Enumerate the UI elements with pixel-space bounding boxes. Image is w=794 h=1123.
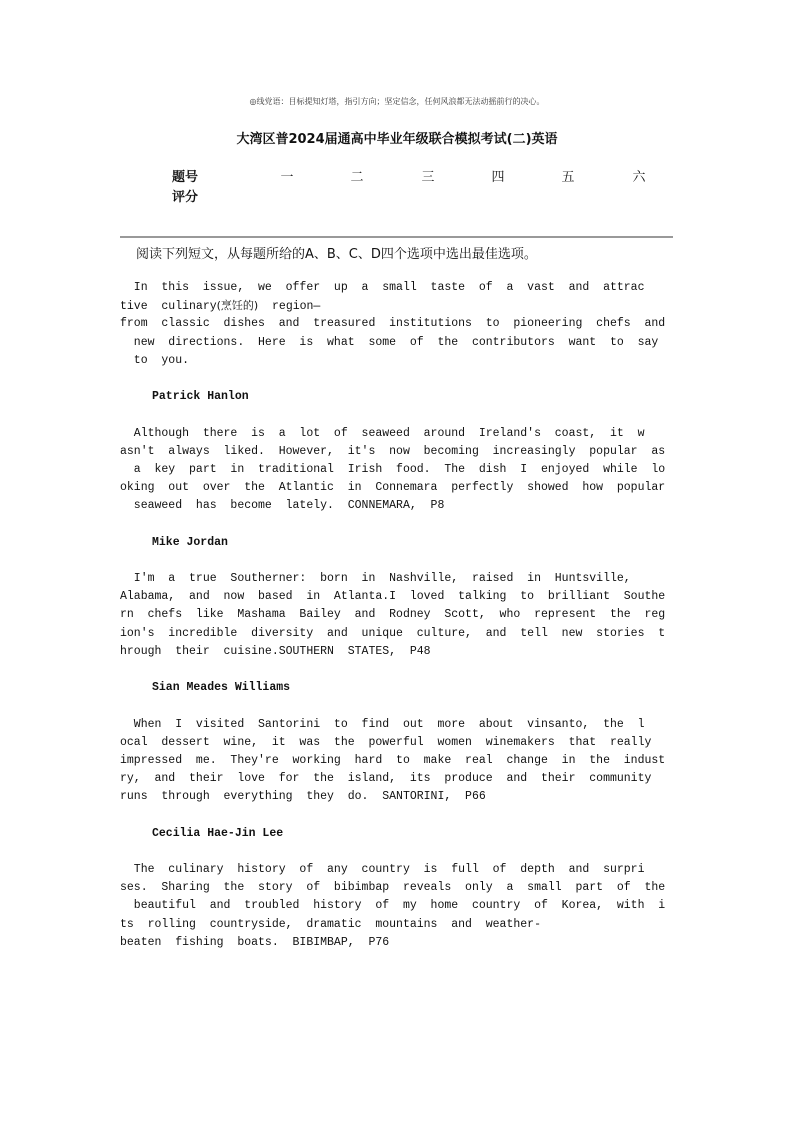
spacer	[120, 552, 674, 570]
paragraph-line: ts rolling countryside, dramatic mountains and weather-	[120, 917, 541, 931]
intro-line-part: tive culinary	[120, 300, 217, 314]
spacer	[120, 697, 674, 715]
intro-line: to you.	[120, 353, 190, 367]
paragraph-line: ry, and their love for the island, its produce and their community	[120, 772, 652, 786]
intro-line-part: region—	[258, 300, 321, 314]
paragraph-line: beautiful and troubled history of my home country of Korea, with i	[120, 899, 666, 913]
paragraph-line: ion's incredible diversity and unique culture, and tell new stories t	[120, 626, 666, 640]
intro-paragraph	[120, 279, 674, 370]
spacer	[120, 806, 674, 824]
spacer	[120, 843, 674, 861]
contributor-mike-jordan	[120, 534, 674, 661]
paragraph-line: When I visited Santorini to find out more about vinsanto, the l	[120, 717, 645, 731]
intro-line: from classic dishes and treasured institutions to pioneering chefs and	[120, 317, 666, 331]
contributor-cecilia-hae-jin-lee	[120, 825, 674, 952]
paragraph-line: oking out over the Atlantic in Connemara perfectly showed how popular	[120, 481, 666, 495]
reading-instruction: 阅读下列短文，从每题所给的A、B、C、D四个选项中选出最佳选项。	[136, 247, 537, 262]
contributor-name: Sian Meades Williams	[152, 681, 291, 695]
paragraph-line: a key part in traditional Irish food. The dish I enjoyed while lo	[120, 462, 666, 476]
spacer	[120, 515, 674, 533]
score-table-score-row	[172, 186, 672, 206]
paragraph-line: ocal dessert wine, it was the powerful women winemakers that really	[120, 735, 652, 749]
paragraph-line: Alabama, and now based in Atlanta.I loved talking to brilliant Southe	[120, 590, 666, 604]
paragraph-line: seaweed has become lately. CONNEMARA, P8	[120, 499, 445, 513]
paragraph-line: runs through everything they do. SANTORINI, P66	[120, 790, 486, 804]
column-1: 一	[280, 170, 294, 185]
contributor-sian-meades-williams	[120, 679, 674, 806]
paragraph-line: impressed me. They're working hard to make real change in the indust	[120, 753, 666, 767]
spacer	[120, 406, 674, 424]
paragraph-line: I'm a true Southerner: born in Nashville, raised in Huntsville,	[120, 572, 631, 585]
contributor-patrick-hanlon	[120, 388, 674, 515]
score-table	[172, 166, 672, 206]
paragraph-line: hrough their cuisine.SOUTHERN STATES, P48	[120, 644, 431, 658]
column-6: 六	[632, 170, 646, 185]
contributor-name: Patrick Hanlon	[152, 390, 249, 404]
paragraph-line: Although there is a lot of seaweed around Ireland's coast, it w	[120, 426, 645, 440]
column-2: 二	[350, 170, 364, 185]
paragraph-line: ses. Sharing the story of bibimbap reveals only a small part of the	[120, 881, 666, 895]
score-table-header-row	[172, 166, 672, 186]
paragraph-line: rn chefs like Mashama Bailey and Rodney Scott, who represent the reg	[120, 608, 666, 622]
column-3: 三	[421, 170, 435, 185]
intro-line	[120, 297, 674, 315]
paragraph-line: The culinary history of any country is full of depth and surpri	[120, 863, 645, 876]
paragraph-line: asn't always liked. However, it's now becoming increasingly popular as	[120, 444, 666, 458]
intro-line: new directions. Here is what some of the contributors want to say	[120, 335, 659, 349]
reading-passage	[120, 279, 674, 952]
culinary-gloss: (烹饪的)	[216, 299, 259, 313]
contributor-name: Cecilia Hae-Jin Lee	[152, 826, 284, 840]
question-number-label: 题号	[172, 170, 199, 185]
header-motto: ◎线党语：目标提知灯塔，指引方向；坚定信念，任何风浪都无法动摇前行的决心。	[249, 97, 545, 106]
spacer	[120, 661, 674, 679]
intro-line: In this issue, we offer up a small taste of a vast and attrac	[120, 281, 645, 294]
section-divider	[120, 236, 673, 238]
exam-title: 大湾区普2024届通高中毕业年级联合模拟考试(二)英语	[236, 132, 558, 147]
contributor-name: Mike Jordan	[152, 535, 228, 549]
score-label: 评分	[172, 190, 199, 205]
column-5: 五	[561, 170, 575, 185]
spacer	[120, 370, 674, 388]
column-4: 四	[491, 170, 505, 185]
paragraph-line: beaten fishing boats. BIBIMBAP, P76	[120, 935, 390, 949]
